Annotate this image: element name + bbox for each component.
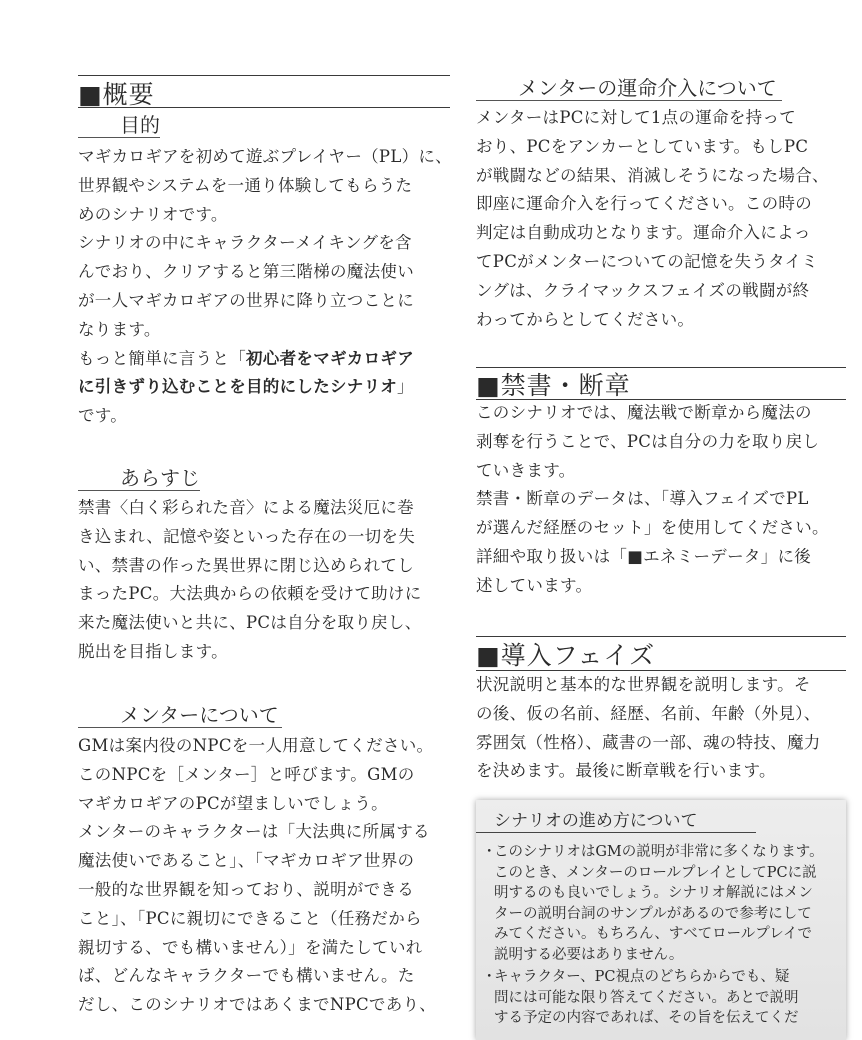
section-heading-intro: ■導入フェイズ <box>476 641 656 670</box>
text-line: 述しています。 <box>476 575 593 595</box>
text-line: 判定は自動成功となります。運命介入によっ <box>476 223 811 243</box>
section-rule-bottom <box>78 107 450 108</box>
text-line: ターの説明台詞のサンプルがあるので参考にして <box>494 905 812 922</box>
mentor-paragraph <box>78 732 436 1020</box>
tips-box-title: シナリオの進め方について <box>476 810 756 833</box>
text-line: 世界観やシステムを一通り体験してもらうた <box>78 175 413 195</box>
bullet-marker: ・ <box>482 969 497 985</box>
text-line: こと」、「PCに親切にできること（任務だから <box>78 908 422 928</box>
text-line: まったPC。大法典からの依頼を受けて助けに <box>78 584 422 604</box>
text-line: 禁書〈白く彩られた音〉による魔法災厄に巻 <box>78 498 414 517</box>
text-line: このとき、メンターのロールプレイとしてPCに説 <box>494 864 817 881</box>
section-rule-top <box>476 636 846 637</box>
text-line <box>78 345 452 374</box>
forbidden-paragraph <box>476 399 829 601</box>
text-line: ていきます。 <box>476 460 576 480</box>
text-line: 明するのも良いでしょう。シナリオ解説にはメン <box>494 885 813 901</box>
emphasis-text: 初心者をマギカロギア <box>246 348 414 368</box>
text-line: 脱出を目指します。 <box>78 641 228 661</box>
text-line: き込まれ、記憶や姿といった存在の一切を失 <box>78 526 415 546</box>
text-line: が戦闘などの結果、消滅しそうになった場合、 <box>476 165 829 185</box>
section-rule-top <box>78 75 450 76</box>
text-line: 即座に運命介入を行ってください。この時の <box>476 194 812 214</box>
text-line: キャラクター、PC視点のどちらからでも、疑 <box>494 969 790 985</box>
text-line: です。 <box>78 406 128 426</box>
text-line: を決めます。最後に断章戦を行います。 <box>476 761 776 781</box>
text-line: ングは、クライマックスフェイズの戦闘が終 <box>476 280 810 300</box>
text-line: 説明する必要はありません。 <box>494 946 684 963</box>
bullet-marker: ・ <box>482 844 497 860</box>
synopsis-paragraph <box>78 494 422 667</box>
section-heading-overview: ■概要 <box>78 80 155 109</box>
text-line: 来た魔法使いと共に、PCは自分を取り戻し、 <box>78 613 422 633</box>
text-line: なります。 <box>78 319 161 339</box>
text-line: てPCがメンターについての記憶を失うタイミ <box>476 251 819 271</box>
text-line: みてください。もちろん、すべてロールプレイで <box>494 926 812 942</box>
section-rule-top <box>476 367 846 368</box>
text-line: の後、仮の名前、経歴、名前、年齢（外見）、 <box>476 703 821 723</box>
text-segment: 」 <box>397 377 414 397</box>
fate-paragraph <box>476 104 829 334</box>
text-line: 状況説明と基本的な世界観を説明します。そ <box>476 675 811 694</box>
text-line: マギカロギアのPCが望ましいでしょう。 <box>78 793 388 813</box>
text-line: メンターのキャラクターは「大法典に所属する <box>78 822 430 842</box>
text-line: このNPCを［メンター］と呼びます。GMの <box>78 764 415 784</box>
text-line: このシナリオでは、魔法戦で断章から魔法の <box>476 403 812 422</box>
text-line: おり、PCをアンカーとしています。もしPC <box>476 136 809 156</box>
text-line: わってからとしてください。 <box>476 309 695 329</box>
section-heading-forbidden: ■禁書・断章 <box>476 371 631 400</box>
text-line: んでおり、クリアすると第三階梯の魔法使い <box>78 262 414 282</box>
tips-bullet-item <box>482 842 842 965</box>
tips-bullet-item <box>482 967 842 1029</box>
text-line: い、禁書の作った異世界に閉じ込められてし <box>78 555 414 575</box>
scenario-tips-box <box>476 800 846 1040</box>
text-line: 魔法使いであること」、「マギカロギア世界の <box>78 851 415 871</box>
text-line: メンターはPCに対して1点の運命を持って <box>476 108 797 127</box>
text-line: 剥奪を行うことで、PCは自分の力を取り戻し <box>476 431 820 451</box>
text-line: する予定の内容であれば、その旨を伝えてくだ <box>494 1010 799 1026</box>
intro-paragraph <box>476 671 821 786</box>
purpose-paragraph <box>78 143 452 431</box>
text-line: 一般的な世界観を知っており、説明ができる <box>78 879 414 899</box>
text-line: 親切する、でも構いません）」を満たしていれ <box>78 937 423 957</box>
text-line: このシナリオはGMの説明が非常に多くなります。 <box>494 844 824 860</box>
text-line: 詳細や取り扱いは「■エネミーデータ」に後 <box>476 546 812 566</box>
text-line: だし、このシナリオではあくまでNPCであり、 <box>78 995 437 1015</box>
text-line: GMは案内役のNPCを一人用意してください。 <box>78 736 434 755</box>
emphasis-text: に引きずり込むことを目的にしたシナリオ <box>78 377 398 397</box>
subheading-purpose: 目的 <box>78 113 160 138</box>
text-line: シナリオの中にキャラクターメイキングを含 <box>78 233 412 253</box>
subheading-mentor: メンターについて <box>78 703 282 728</box>
text-line: マギカロギアを初めて遊ぶプレイヤー（PL）に、 <box>78 147 452 166</box>
subheading-synopsis: あらすじ <box>78 466 200 491</box>
text-line: 禁書・断章のデータは、「導入フェイズでPL <box>476 489 809 509</box>
text-line: が一人マギカロギアの世界に降り立つことに <box>78 290 414 310</box>
text-segment: もっと簡単に言うと「 <box>78 348 246 368</box>
text-line: 問には可能な限り答えてください。あとで説明 <box>494 989 799 1006</box>
text-line: が選んだ経歴のセット」を使用してください。 <box>476 518 829 538</box>
text-line <box>78 373 452 402</box>
text-line: 雰囲気（性格）、蔵書の一部、魂の特技、魔力 <box>476 732 821 752</box>
subheading-mentor-fate: メンターの運命介入について <box>476 76 782 101</box>
text-line: ば、どんなキャラクターでも構いません。た <box>78 966 415 986</box>
text-line: めのシナリオです。 <box>78 204 228 224</box>
